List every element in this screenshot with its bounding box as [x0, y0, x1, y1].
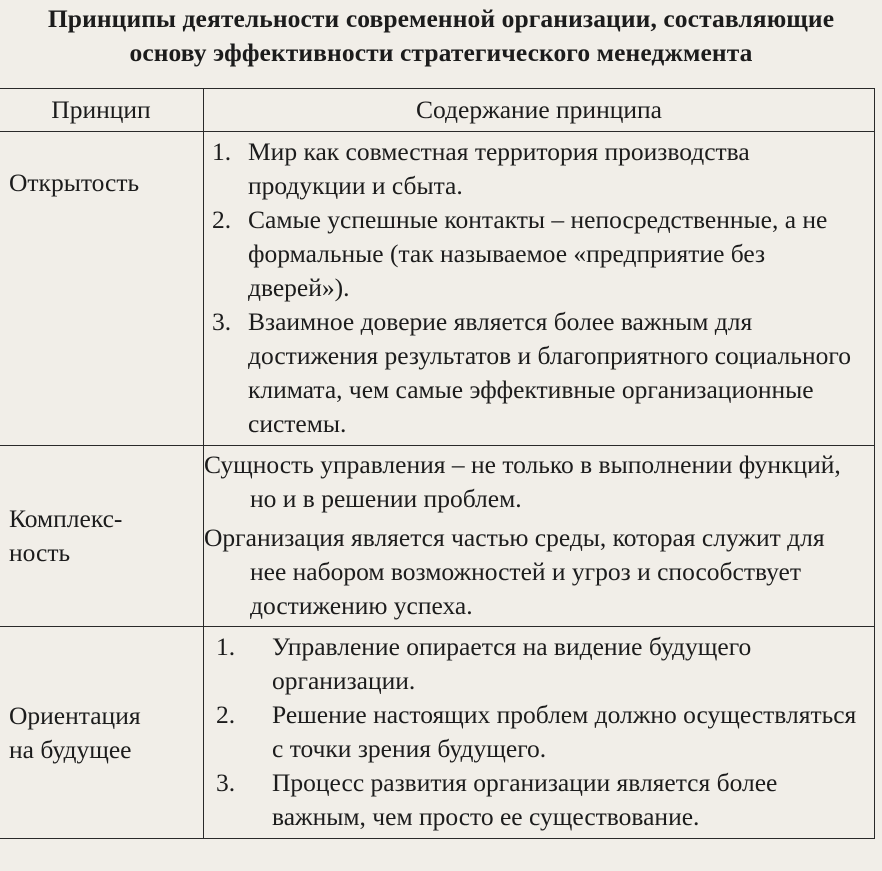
content-cell — [204, 627, 875, 839]
principle-items — [204, 132, 874, 445]
content-cell — [204, 132, 875, 446]
header-principle: Принцип — [0, 89, 204, 132]
table-row — [0, 132, 875, 446]
title-line-2: основу эффективности стратегического менеджмента — [129, 38, 753, 67]
principle-name-line-2: ность — [9, 538, 71, 567]
principle-name-line-1: Комплекс- — [9, 504, 123, 533]
content-paragraph: Организация является частью среды, которая служит для нее набором возможностей и угроз и способствует достижению успеха. — [204, 523, 825, 620]
page-title — [0, 2, 882, 70]
principle-name-line-1: Ориентация — [9, 700, 141, 730]
list-item — [210, 135, 866, 203]
principle-cell — [0, 446, 204, 627]
item-number: 2. — [212, 205, 232, 234]
table-header-row — [0, 89, 875, 132]
table-row — [0, 627, 875, 839]
list-item — [210, 630, 866, 698]
header-content: Содержание принципа — [204, 89, 875, 132]
item-text: Мир как совместная территория производства продукции и сбыта. — [248, 137, 750, 200]
principle-name: Открытость — [9, 168, 140, 197]
content-paragraph: Сущность управления – не только в выполнении функций, но и в решении проблем. — [204, 450, 841, 513]
list-item — [210, 698, 866, 766]
principle-items — [204, 627, 874, 838]
item-text: Процесс развития организации является более важным, чем просто ее существование. — [272, 768, 778, 831]
principle-cell — [0, 132, 204, 446]
item-text: Решение настоящих проблем должно осуществляться с точки зрения будущего. — [272, 700, 857, 763]
item-number: 3. — [216, 768, 236, 797]
principles-table — [0, 88, 875, 839]
item-number: 1. — [212, 137, 232, 166]
list-item — [210, 203, 866, 305]
item-number: 2. — [216, 700, 236, 729]
principle-cell — [0, 627, 204, 839]
list-item — [210, 766, 866, 834]
list-item — [210, 305, 866, 441]
item-number: 1. — [216, 632, 236, 661]
item-text: Взаимное доверие является более важным для достижения результатов и благоприятного социального климата, чем самые эффективные организационные системы. — [248, 307, 851, 438]
table-row — [0, 446, 875, 627]
item-text: Самые успешные контакты – непосредственные, а не формальные (так называемое «предприятие без дверей»). — [248, 205, 828, 302]
item-number: 3. — [212, 307, 232, 336]
content-cell — [204, 446, 875, 627]
item-text: Управление опирается на видение будущего организации. — [272, 632, 752, 695]
principle-name-line-2: на будущее — [9, 734, 132, 764]
title-line-1: Принципы деятельности современной организации, составляющие — [47, 4, 835, 33]
